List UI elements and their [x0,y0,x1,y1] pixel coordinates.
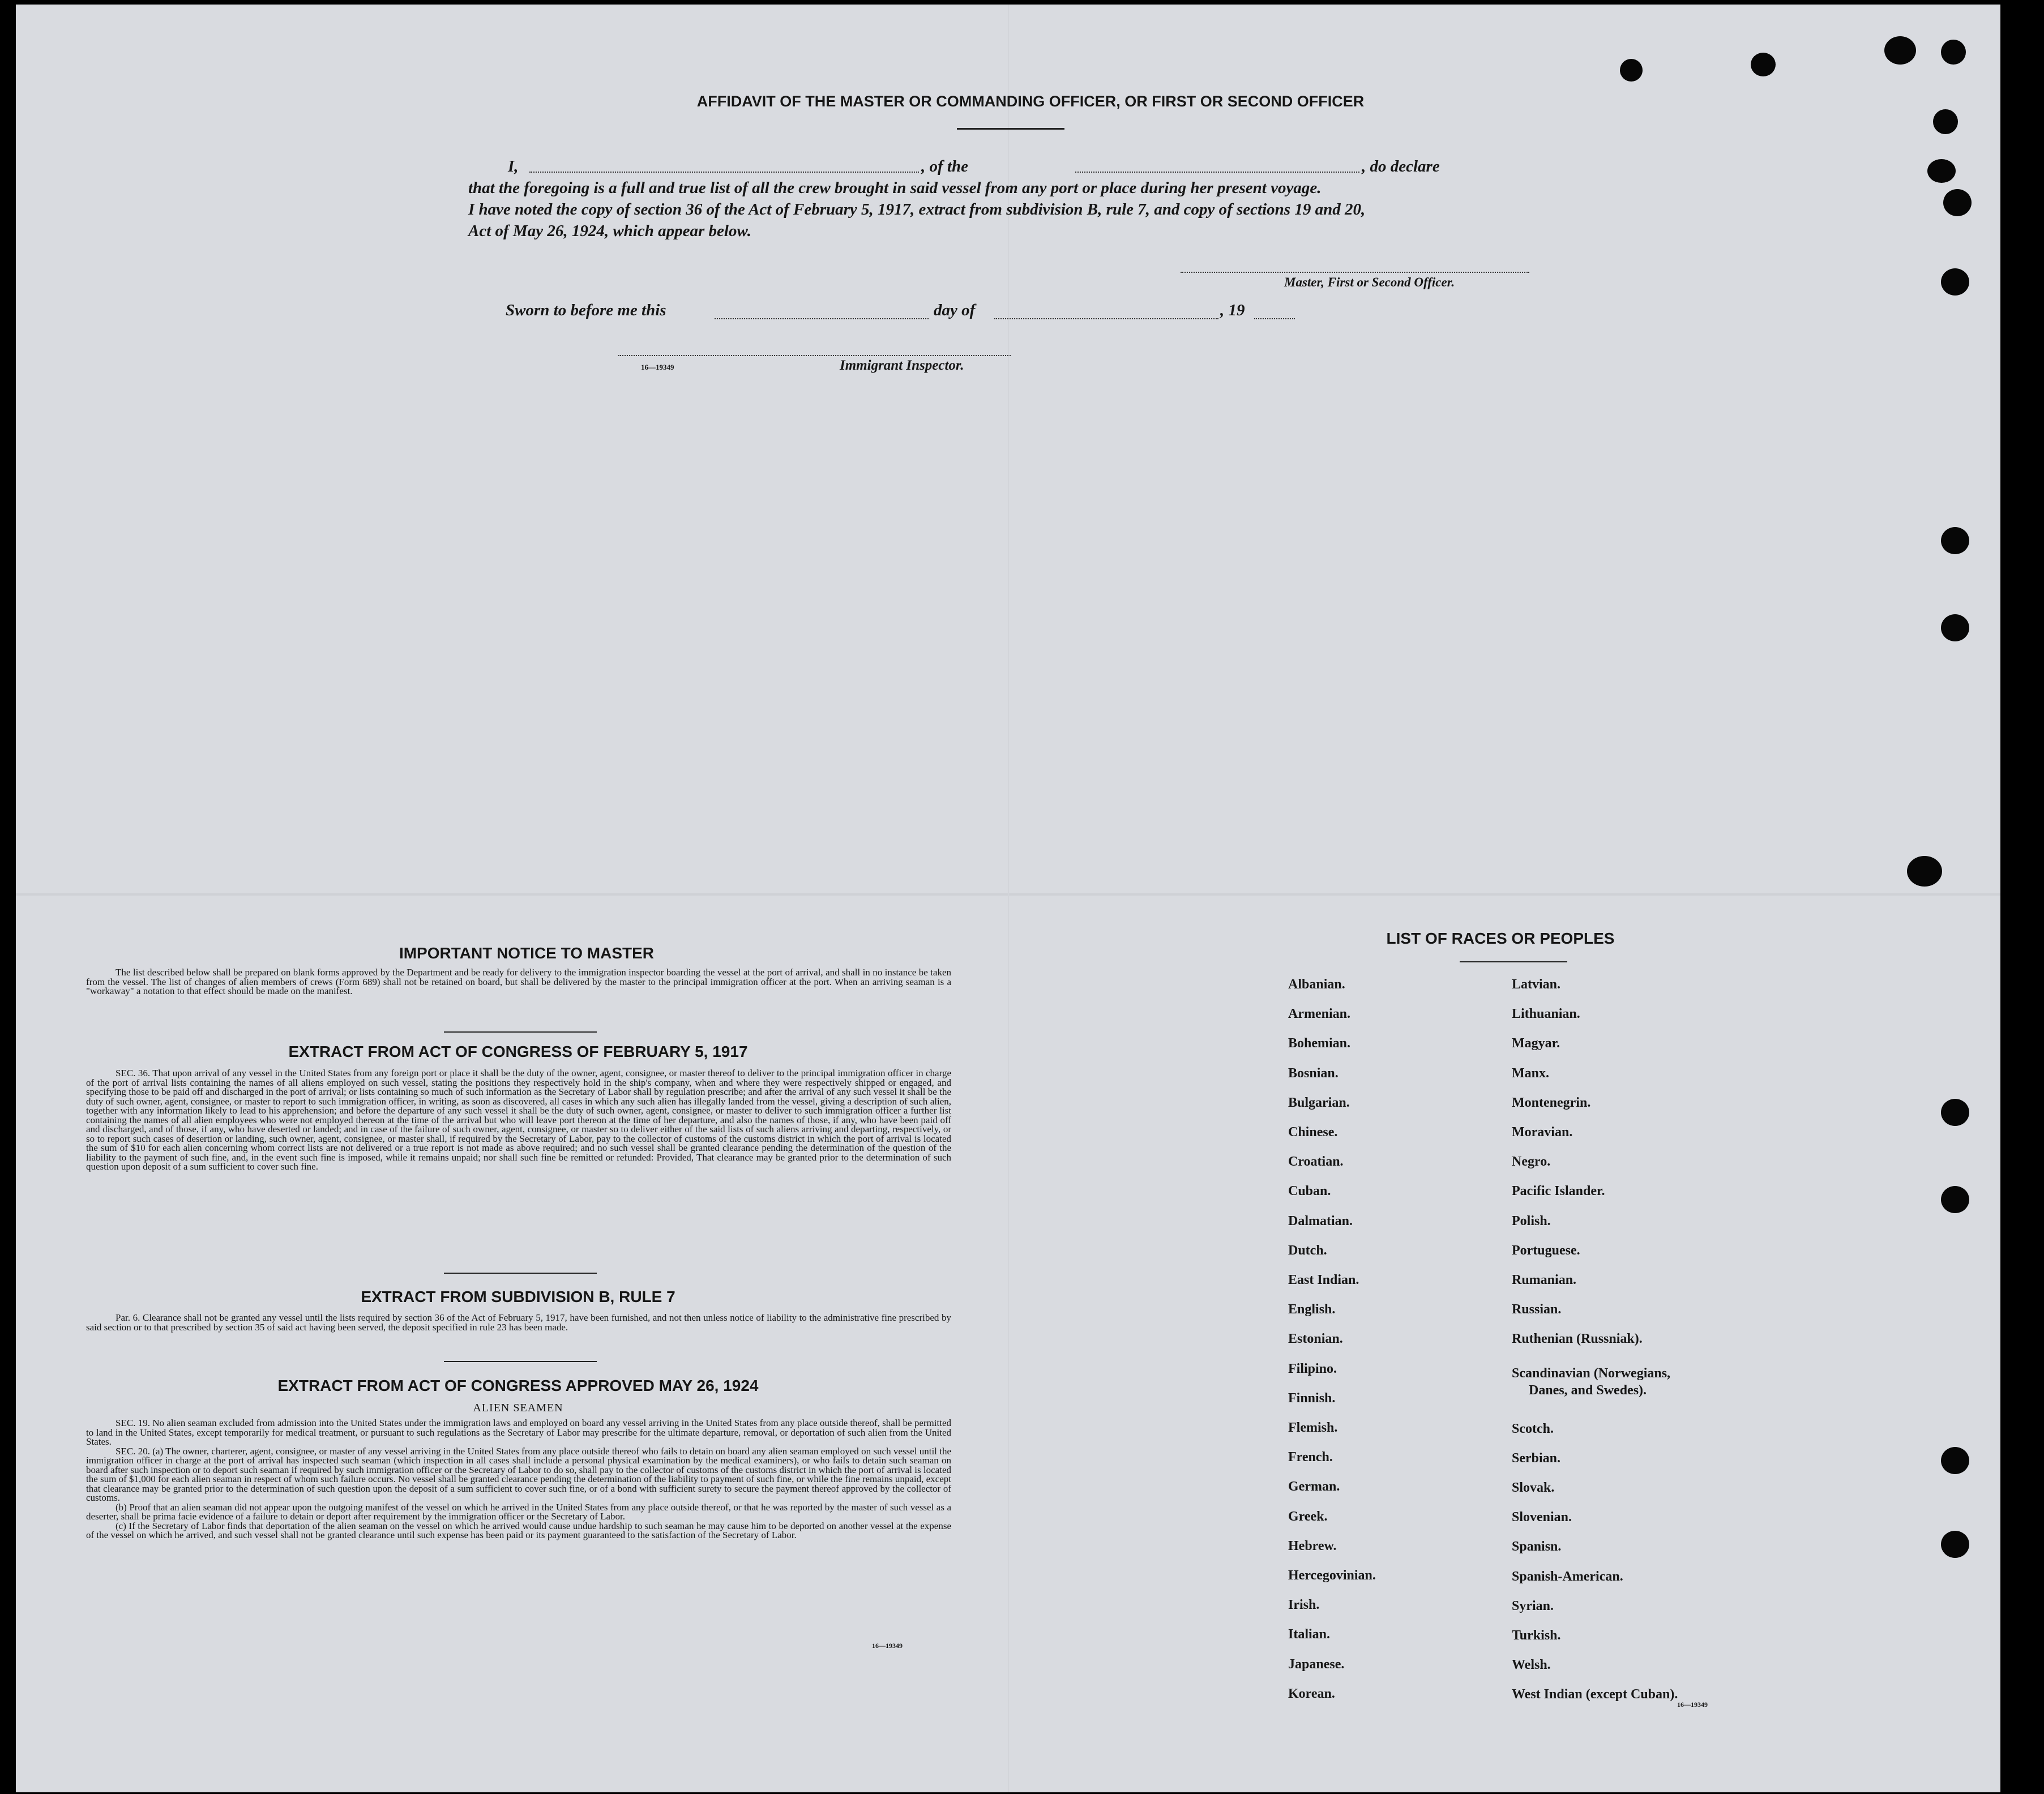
form-number: 16—19349 [872,1642,903,1650]
race-item: Hebrew. [1288,1538,1337,1553]
race-item: Armenian. [1288,1007,1350,1022]
divider [444,1273,597,1274]
binder-hole [1751,53,1776,76]
officer-signature-label: Master, First or Second Officer. [1284,275,1455,289]
race-item: Montenegrin. [1512,1095,1591,1110]
inspector-signature-line[interactable] [618,355,1011,356]
race-item: Dalmatian. [1288,1213,1353,1228]
race-item: Finnish. [1288,1390,1336,1406]
officer-signature-line[interactable] [1181,272,1529,273]
binder-hole [1941,614,1969,641]
fold-line [1008,5,1009,1792]
vessel-label: , of the [921,157,968,175]
race-item: Bohemian. [1288,1036,1351,1051]
affidavit-first-line [468,156,1555,177]
rule7-title: EXTRACT FROM SUBDIVISION B, RULE 7 [361,1288,675,1305]
rule7-text: Par. 6. Clearance shall not be granted any vessel until the lists required by section 36 of the Act of February 5, 1917, have been furnished, and not then unless notice of liability to the administrative fine prescribed by said section or to that prescribed by section 35 of said act having been served, the deposit specified in rule 23 has been made. [86,1312,951,1333]
affidavit-title: AFFIDAVIT OF THE MASTER OR COMMANDING OFFICER, OR FIRST OR SECOND OFFICER [696,93,1365,110]
race-item: Chinese. [1288,1125,1338,1140]
vessel-name-field[interactable] [1075,172,1359,173]
race-item: French. [1288,1450,1333,1465]
extract-1917-text: SEC. 36. That upon arrival of any vessel in the United States from any foreign port or place it shall be the duty of the owner, agent, consignee, or master thereof to deliver to the principal immigration officer in charge of the port of arrival lists containing the names of all aliens employed on such vessel, stating the positions they respectively hold in the ship's company, when and where they were respectively shipped or engaged, and specifying those to be paid off and discharged in the port of arrival; or lists containing so much of such information as the Secretary of Labor shall by regulation prescribe; and after the arrival of any such vessel it shall be the duty of such owner, agent, consignee, or master to report to such immigration officer, in writing, as soon as discovered, all cases in which any such alien has illegally landed from the vessel, giving a description of such alien, together with any information likely to lead to his apprehension; and before the departure of any such vessel it shall be the duty of such owner, agent, consignee, or master to deliver to such immigration officer a further list containing the names of all alien employees who were not employed thereon at the time of the arrival but who will leave port thereon at the time of her departure, and also the names of those, if any, who have been paid off and discharged, and of those, if any, who have deserted or landed; and in case of the failure of such owner, agent, consignee, or master so to deliver either of the said lists of such aliens arriving and departing, respectively, or so to report such cases of desertion or landing, such owner, agent, consignee, or master shall, if required by the Secretary of Labor, pay to the collector of customs of the customs district in which the port of arrival is located the sum of $10 for each alien concerning whom correct lists are not delivered or a true report is not made as above required; and no such vessel shall be granted clearance pending the determination of the question of the liability to the payment of such fine, and, in the event such fine is imposed, while it remains unpaid; nor shall such fine be remitted or refunded: Provided, That clearance may be granted prior to the determination of such question upon deposit of a sum sufficient to cover such fine. [86,1068,951,1172]
race-item: Cuban. [1288,1184,1331,1199]
affidavit-line: Act of May 26, 1924, which appear below. [468,222,751,240]
binder-hole [1941,527,1969,554]
races-title: LIST OF RACES OR PEOPLES [1386,930,1615,947]
extract-1917-title: EXTRACT FROM ACT OF CONGRESS OF FEBRUARY 5, 1917 [288,1043,748,1060]
race-item: East Indian. [1288,1273,1359,1287]
race-item: Scandinavian (Norwegians, [1512,1365,1671,1381]
race-item: Albanian. [1288,977,1345,992]
race-item: Pacific Islander. [1512,1184,1605,1199]
divider [444,1361,597,1362]
race-item: Estonian. [1288,1331,1343,1347]
race-item: Russian. [1512,1302,1562,1317]
binder-hole [1884,36,1916,65]
race-item: Irish. [1288,1598,1320,1613]
race-item: Spanisn. [1512,1539,1562,1555]
binder-hole [1933,109,1958,134]
race-item: Greek. [1288,1509,1328,1524]
day-of-label: day of [934,301,976,319]
sworn-month-field[interactable] [994,318,1218,319]
section-20b-text: (b) Proof that an alien seaman did not appear upon the outgoing manifest of the vessel on which he arrived in the United States from any place outside thereof, or that he was reported by the master of such vessel as a deserter, shall be prima facie evidence of a failure to detain or deport after requirement by the immigration officer or the Secretary of Labor. [86,1501,951,1522]
race-item: Manx. [1512,1065,1549,1081]
race-item: Croatian. [1288,1154,1344,1170]
race-item: Magyar. [1512,1036,1560,1051]
sworn-label: Sworn to before me this [506,301,666,319]
race-item: Serbian. [1512,1450,1561,1466]
race-item: English. [1288,1302,1336,1317]
race-item: Lithuanian. [1512,1007,1580,1022]
race-item: Bulgarian. [1288,1095,1350,1110]
divider [444,1031,597,1033]
race-item: Scotch. [1512,1421,1554,1436]
binder-hole [1941,1099,1969,1126]
notice-text: The list described below shall be prepared on blank forms approved by the Department and be ready for delivery to the immigration inspector boarding the vessel at the port of arrival, and shall in no instance be taken from the vessel. The list of changes of alien members of crews (Form 689) shall not be retained on board, but shall be delivered by the master to the principal immigration officer at the port. When an arriving seaman is a "workaway" a notation to that effect should be made on the manifest. [86,967,951,996]
race-item: Rumanian. [1512,1273,1577,1287]
race-item: Welsh. [1512,1658,1551,1673]
race-item: Bosnian. [1288,1065,1339,1081]
divider [957,128,1064,130]
race-item: Slovenian. [1512,1510,1572,1525]
affidavit-body [468,156,1555,242]
binder-hole [1941,1447,1969,1474]
binder-hole [1943,189,1972,216]
race-item: Portuguese. [1512,1243,1580,1258]
binder-hole [1941,40,1966,65]
section-20c-text: (c) If the Secretary of Labor finds that deportation of the alien seaman on the vessel on which he arrived would cause undue hardship to such seaman he may cause him to be deported on another vessel at the expense of the vessel on which he arrived, and such vessel shall not be granted clearance until such expense has been paid or its payment guaranteed to the satisfaction of the Secretary of Labor. [86,1520,951,1540]
race-item: Syrian. [1512,1598,1554,1613]
notice-title: IMPORTANT NOTICE TO MASTER [399,944,655,962]
sworn-year-field[interactable] [1254,318,1295,319]
affiant-label: I, [508,157,519,175]
extract-1924-title: EXTRACT FROM ACT OF CONGRESS APPROVED MAY 26, 1924 [277,1377,759,1394]
race-item: Polish. [1512,1213,1551,1228]
race-item: Spanish-American. [1512,1569,1623,1584]
form-number: 16—19349 [1677,1701,1708,1709]
section-20a-text: SEC. 20. (a) The owner, charterer, agent, consignee, or master of any vessel arriving in the United States from any place outside thereof who fails to detain on board any alien seaman employed on such vessel until the immigration officer in charge at the port of arrival has inspected such seaman (which inspection in all cases shall include a personal physical examination by the medical examiners), or who fails to detain such seaman on board after such inspection or to deport such seaman if required by such immigration officer or the Secretary of Labor to do so, shall pay to the collector of customs of the customs district in which the port of arrival is located the sum of $1,000 for each alien seaman in respect of whom such failure occurs. No vessel shall be granted clearance pending the determination of the liability to payment of such fine, or while the fine remains unpaid, except that clearance may be granted prior to the determination of such question upon the deposit of a sum sufficient to cover such fine, or of a bond with sufficient surety to secure the payment thereof approved by the collector of customs. [86,1445,951,1503]
form-number: 16—19349 [641,363,674,371]
binder-hole [1620,59,1643,82]
race-item: Korean. [1288,1686,1335,1701]
race-item: Hercegovinian. [1288,1568,1376,1583]
race-item: Italian. [1288,1627,1331,1642]
extract-1924-text [86,1419,951,1540]
race-item: Filipino. [1288,1361,1337,1376]
race-item: Negro. [1512,1154,1551,1170]
race-item: Slovak. [1512,1480,1555,1495]
binder-hole [1941,1531,1969,1558]
divider [1460,961,1567,962]
race-item: Ruthenian (Russniak). [1512,1331,1643,1347]
race-item: German. [1288,1479,1340,1495]
section-19-text: SEC. 19. No alien seaman excluded from admission into the United States under the immigration laws and employed on board any vessel arriving in the United States from any place outside thereof, shall be permitted to land in the United States, except temporarily for medical treatment, or pursuant to such regulations as the Secretary of Labor may prescribe for the ultimate departure, removal, or deportation of such alien from the United States. [86,1418,951,1447]
race-item: Flemish. [1288,1420,1338,1435]
affidavit-line: that the foregoing is a full and true list of all the crew brought in said vessel from any port or place during her present voyage. [468,179,1322,197]
binder-hole [1907,856,1942,887]
binder-hole [1927,159,1956,183]
affidavit-line: I have noted the copy of section 36 of the Act of February 5, 1917, extract from subdivision B, rule 7, and copy of sections 19 and 20, [468,200,1366,219]
declare-label: , do declare [1362,157,1440,175]
race-item: Moravian. [1512,1125,1573,1140]
race-item: Danes, and Swedes). [1529,1382,1647,1398]
alien-seamen-subtitle: ALIEN SEAMEN [473,1402,563,1414]
inspector-label: Immigrant Inspector. [840,358,964,373]
sworn-line [506,301,1298,324]
race-item: Japanese. [1288,1656,1345,1672]
binder-hole [1941,1186,1969,1213]
sworn-day-field[interactable] [715,318,929,319]
race-item: West Indian (except Cuban). [1512,1687,1678,1702]
race-item: Turkish. [1512,1628,1561,1643]
binder-hole [1941,268,1969,296]
affiant-name-field[interactable] [529,172,919,173]
race-item: Dutch. [1288,1243,1327,1258]
year-label: , 19 [1220,301,1245,319]
race-item: Latvian. [1512,977,1561,992]
